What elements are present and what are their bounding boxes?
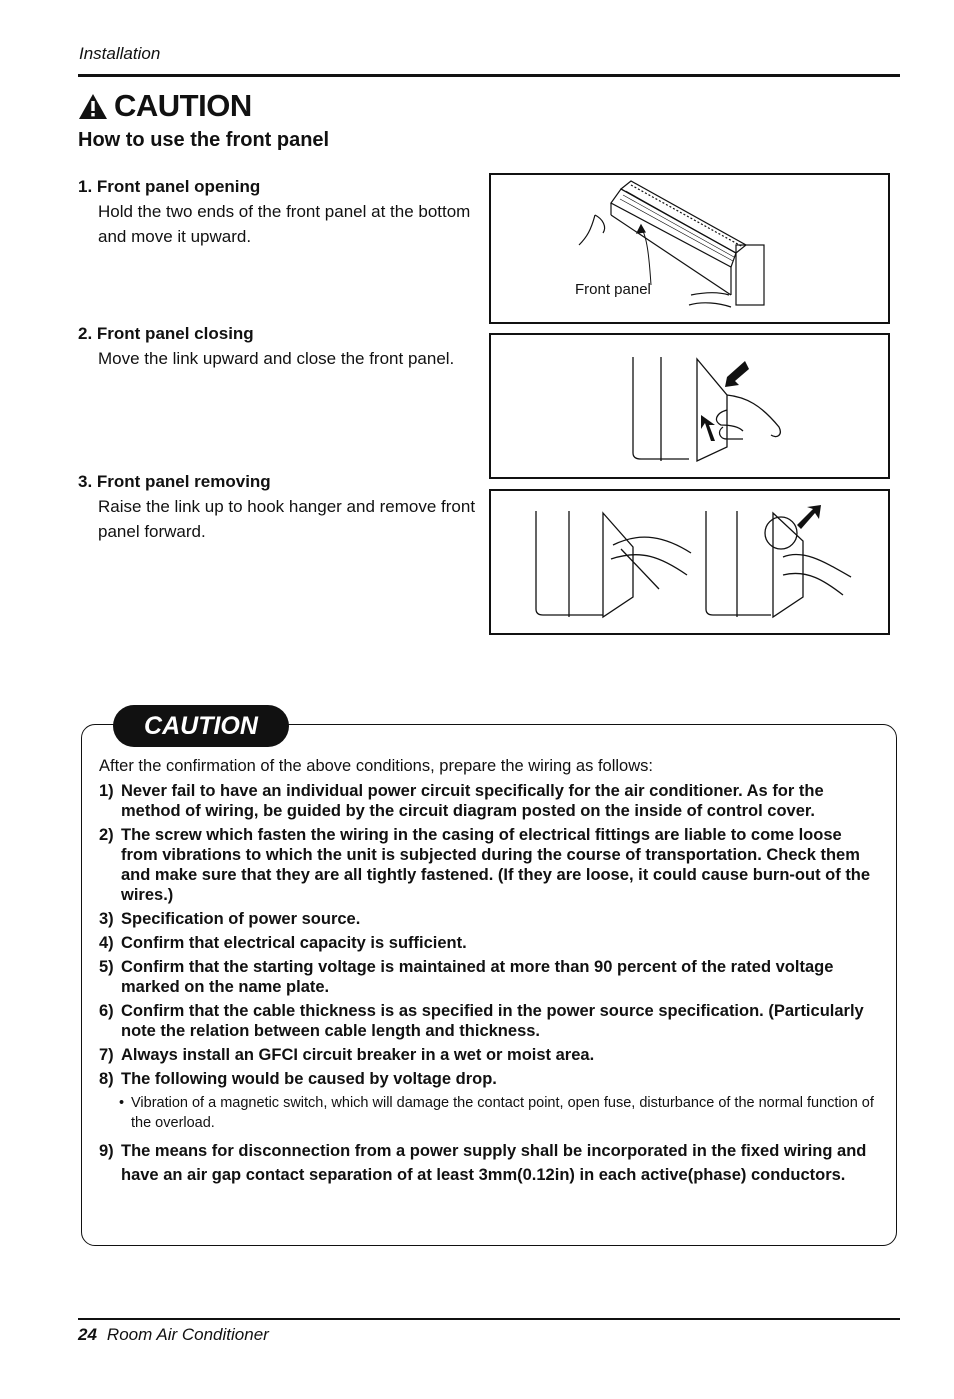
warning-triangle-icon — [78, 93, 108, 120]
sub-bullet: • Vibration of a magnetic switch, which will damage the contact point, open fuse, disturbance of the normal function of the overload. — [119, 1095, 874, 1131]
list-item: 5) Confirm that the starting voltage is maintained at more than 90 percent of the rated voltage marked on the name plate. — [99, 958, 834, 996]
caution-badge: CAUTION — [113, 705, 289, 747]
step-1-heading: 1. Front panel opening — [78, 177, 261, 196]
step-1-body: Hold the two ends of the front panel at the bottom and move it upward. — [98, 202, 471, 246]
figure-front-panel-closing — [489, 333, 890, 479]
list-item: 2) The screw which fasten the wiring in the casing of electrical fittings are liable to come loose from vibrations to which the unit is subjected during the course of transportation. Check them and make sure that they are all tightly fastened. (If they are loose, it could cause burn-out of the wires.) — [99, 826, 871, 904]
list-item: 1) Never fail to have an individual power circuit specifically for the air conditioner. As for the method of wiring, be guided by the circuit diagram posted on the inside of control cover. — [99, 782, 824, 820]
caution-list — [99, 781, 874, 1191]
panel-removing-illustration — [491, 491, 888, 633]
footer-title: Room Air Conditioner — [106, 1325, 269, 1344]
caution-heading — [78, 88, 252, 124]
step-3 — [78, 469, 478, 544]
list-item: 8) The following would be caused by voltage drop. — [99, 1070, 497, 1088]
list-item: 4) Confirm that electrical capacity is sufficient. — [99, 934, 467, 952]
bullet-icon: • — [119, 1095, 125, 1111]
footer — [78, 1325, 269, 1345]
section-title: How to use the front panel — [78, 129, 330, 151]
step-3-heading: 3. Front panel removing — [78, 472, 271, 491]
caution-title-text: CAUTION — [114, 88, 252, 123]
figure-front-panel-removing — [489, 489, 890, 635]
figure-front-panel-opening — [489, 173, 890, 324]
fig1-front-panel-label: Front panel — [575, 281, 651, 298]
step-2-body: Move the link upward and close the front panel. — [98, 349, 455, 368]
page-number: 24 — [78, 1325, 97, 1344]
list-item: 6) Confirm that the cable thickness is as specified in the power source specification. (Particularly note the relation between cable length and thickness. — [99, 1002, 864, 1040]
caution-intro: After the confirmation of the above conditions, prepare the wiring as follows: — [99, 757, 653, 775]
list-item: 7) Always install an GFCI circuit breaker in a wet or moist area. — [99, 1046, 595, 1064]
step-1 — [78, 174, 478, 249]
step-2 — [78, 321, 478, 371]
header-section-label: Installation — [79, 44, 161, 63]
step-3-body: Raise the link up to hook hanger and remove front panel forward. — [98, 497, 476, 541]
ac-unit-illustration — [491, 175, 888, 322]
step-2-heading: 2. Front panel closing — [78, 324, 254, 343]
list-item: 9) The means for disconnection from a power supply shall be incorporated in the fixed wiring and have an air gap contact separation of at least 3mm(0.12in) in each active(phase) conductors. — [99, 1142, 867, 1184]
list-item: 3) Specification of power source. — [99, 910, 361, 928]
header-rule — [78, 74, 900, 77]
footer-rule — [78, 1318, 900, 1320]
panel-closing-illustration — [491, 335, 888, 477]
